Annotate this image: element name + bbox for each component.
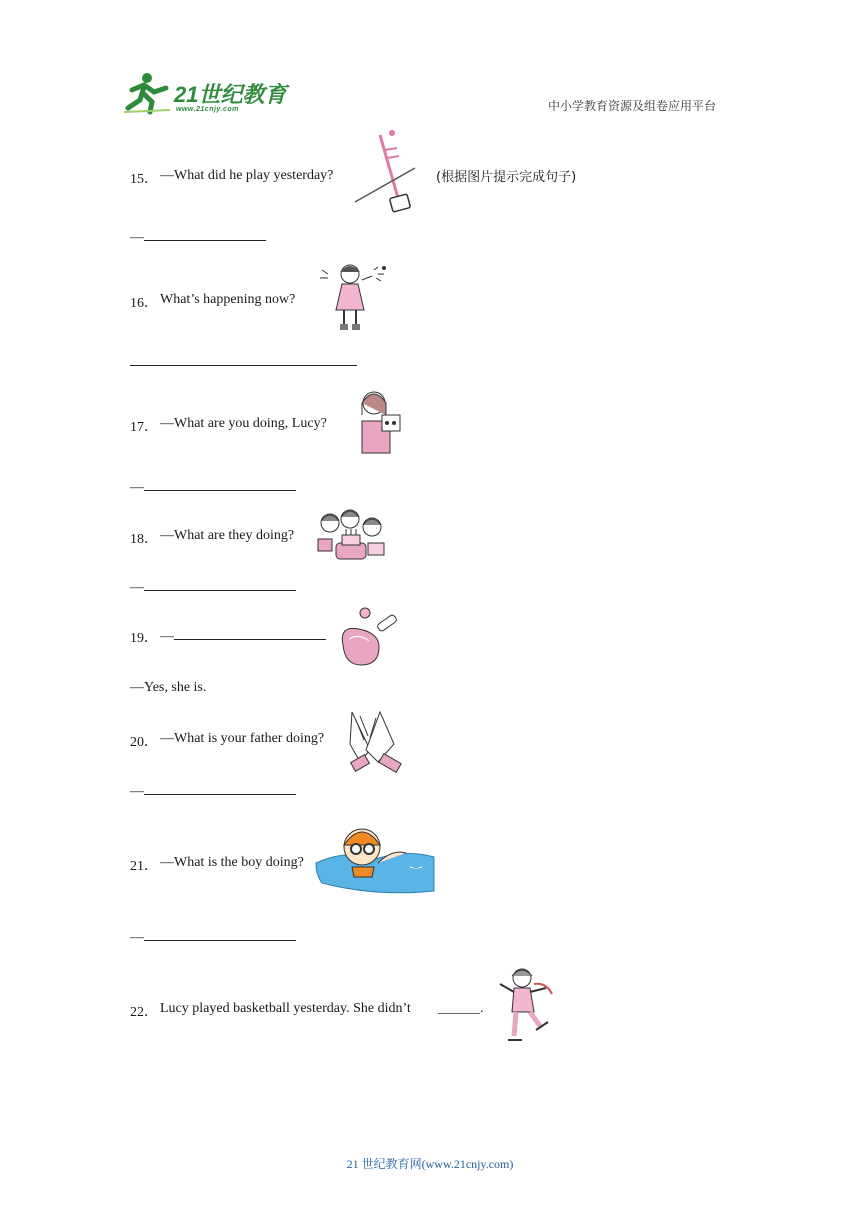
answer-line [130,578,296,596]
clapping-hands-icon [346,710,406,772]
answer-prefix: — [130,580,144,595]
girl-shopping-icon [356,387,404,459]
question-tail-blank[interactable]: ______. [438,1001,484,1016]
logo-url-text: www.21cnjy.com [176,106,239,113]
header [0,60,860,120]
question-number: 22． [130,1005,158,1020]
question-text: —What are you doing, Lucy? [160,416,327,431]
question-number: 16． [130,296,158,311]
answer-blank[interactable] [144,228,266,241]
answer-text: —Yes, she is. [130,680,207,695]
question-text: Lucy played basketball yesterday. She didn’t [160,1001,411,1016]
question-text: —What is the boy doing? [160,855,304,870]
question-21 [130,815,730,945]
question-20 [130,710,730,810]
answer-prefix: — [130,784,144,799]
erhu-icon [355,130,445,220]
footer-text: 21 世纪教育网(www.21cnjy.com) [346,1157,514,1171]
answer-prefix: — [130,230,144,245]
question-number: 21． [130,859,158,874]
question-line [160,627,326,645]
answer-line [130,478,296,496]
answer-line[interactable] [130,365,357,366]
birthday-party-icon [316,507,388,567]
question-number: 20． [130,735,158,750]
answer-blank[interactable] [144,578,296,591]
header-right-text: 中小学教育资源及组卷应用平台 [548,99,717,113]
question-number: 15． [130,172,158,187]
runner-logo-icon [122,70,172,114]
girl-skating-icon [494,964,556,1052]
answer-blank[interactable] [144,928,296,941]
answer-prefix: — [130,930,144,945]
question-number: 17． [130,420,158,435]
ping-pong-paddle-icon [335,605,399,669]
question-16 [130,260,730,370]
question-18 [130,505,730,605]
question-number: 19． [130,631,158,646]
question-22 [130,962,730,1062]
question-blank[interactable] [174,627,326,640]
question-text: — [160,629,174,644]
answer-line [130,228,266,246]
logo-main-text: 21世纪教育 [174,82,287,107]
logo [122,70,292,114]
question-hint: (根据图片提示完成句子) [436,170,577,185]
question-19 [130,605,730,705]
girl-singing-icon [318,260,398,335]
footer [0,1155,860,1172]
boy-swimming-icon [316,819,436,894]
question-text: —What is your father doing? [160,731,325,746]
question-text: What’s happening now? [160,292,296,307]
question-text: —What are they doing? [160,528,295,543]
answer-line [130,928,296,946]
question-17 [130,385,730,495]
answer-prefix: — [130,480,144,495]
question-text: —What did he play yesterday? [160,168,334,183]
answer-blank[interactable] [144,478,296,491]
answer-blank[interactable] [144,782,296,795]
answer-line [130,782,296,800]
question-15 [130,130,730,245]
question-number: 18． [130,532,158,547]
